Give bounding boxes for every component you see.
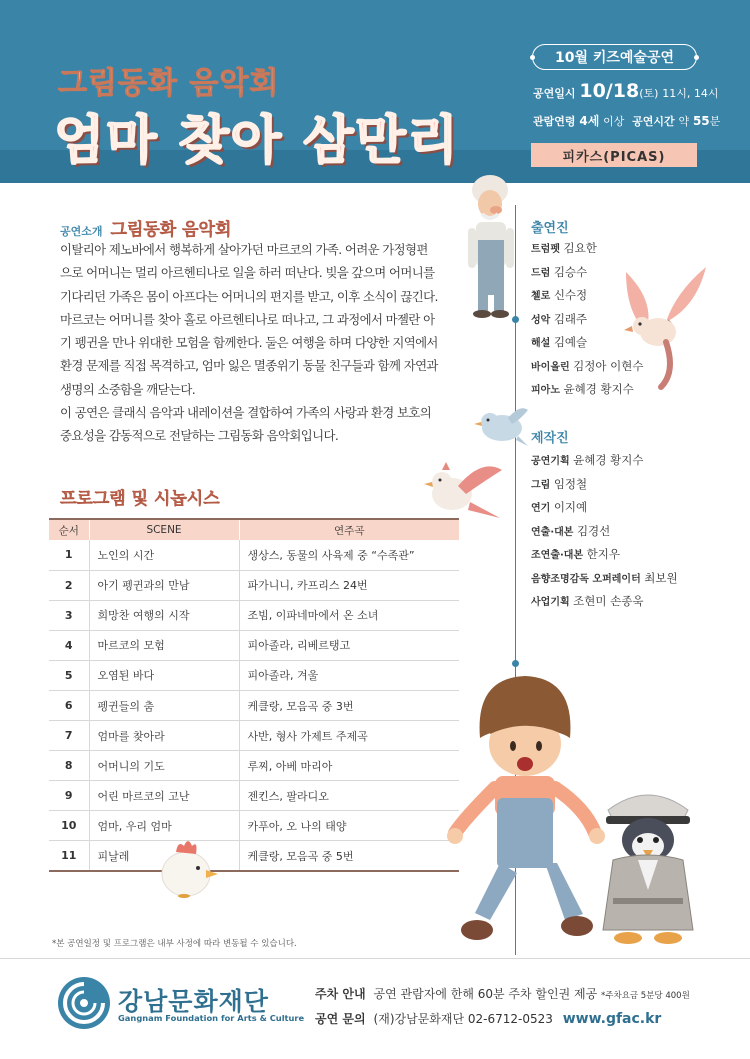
event-badge: 10월 키즈예술공연 bbox=[532, 44, 697, 70]
row-no: 8 bbox=[49, 751, 89, 781]
intro-line: 이 공연은 클래식 음악과 내레이션을 결합하여 가족의 사랑과 환경 보호의 bbox=[60, 405, 432, 421]
row-music: 조빔, 이파네마에서 온 소녀 bbox=[239, 600, 459, 630]
intro-line: 기다리던 가족은 몸이 아프다는 어머니의 편지를 받고, 이후 소식이 끊긴다. bbox=[60, 288, 438, 304]
list-item: 피아노 윤혜경 황지수 bbox=[531, 382, 634, 396]
row-scene: 엄마를 찾아라 bbox=[89, 721, 239, 751]
intro-line: 기 펭귄을 만나 위대한 모험을 함께한다. 둘은 여행을 하며 다양한 지역에서 bbox=[60, 335, 438, 351]
blue-bird-illustration bbox=[472, 400, 530, 448]
foundation-name: 강남문화재단 bbox=[118, 987, 269, 1016]
row-music: 파가니니, 카프리스 24번 bbox=[239, 570, 459, 600]
row-no: 4 bbox=[49, 630, 89, 660]
pink-bird-illustration bbox=[606, 262, 716, 392]
row-scene: 희망찬 여행의 시작 bbox=[89, 600, 239, 630]
col-header-no: 순서 bbox=[49, 519, 89, 540]
intro-title: 그림동화 음악회 bbox=[110, 220, 232, 240]
list-item: 바이올린 김정아 이현수 bbox=[531, 358, 644, 373]
list-item: 해설 김예슬 bbox=[531, 335, 588, 349]
list-item: 공연기획 윤혜경 황지수 bbox=[531, 453, 644, 467]
row-music: 생상스, 동물의 사육제 중 “수족관” bbox=[239, 540, 459, 570]
table-row bbox=[49, 570, 459, 600]
bird-illustration bbox=[422, 452, 504, 524]
table-row bbox=[49, 811, 459, 841]
cast-title: 출연진 bbox=[531, 221, 569, 236]
foundation-logo-icon bbox=[55, 974, 113, 1032]
row-music: 사반, 형사 가제트 주제곡 bbox=[239, 721, 459, 751]
row-music: 케클랑, 모음곡 중 5번 bbox=[239, 841, 459, 871]
list-item: 성악 김래주 bbox=[531, 311, 588, 326]
intro-line: 환경 문제를 직접 목격하고, 엄마 잃은 멸종위기 동물 친구들과 함께 자연과 bbox=[60, 358, 438, 374]
table-row bbox=[49, 660, 459, 690]
subtitle: 그림동화 음악회 bbox=[58, 66, 280, 101]
row-music: 케클랑, 모음곡 중 3번 bbox=[239, 690, 459, 720]
footer-divider bbox=[0, 958, 750, 959]
table-row bbox=[49, 540, 459, 570]
performer-label: 피카스(PICAS) bbox=[531, 143, 697, 167]
row-no: 9 bbox=[49, 781, 89, 811]
row-music: 젠킨스, 팔라디오 bbox=[239, 781, 459, 811]
table-row bbox=[49, 600, 459, 630]
list-item: 트럼펫 김요한 bbox=[531, 241, 597, 255]
header-banner bbox=[0, 0, 750, 183]
age-and-runtime: 관람연령 4세 이상 공연시간 약 55분 bbox=[533, 114, 721, 128]
table-row bbox=[49, 781, 459, 811]
row-scene: 어머니의 기도 bbox=[89, 751, 239, 781]
row-scene: 어린 마르코의 고난 bbox=[89, 781, 239, 811]
row-no: 11 bbox=[49, 841, 89, 871]
row-no: 5 bbox=[49, 660, 89, 690]
row-scene: 피날레 bbox=[89, 841, 239, 871]
row-no: 10 bbox=[49, 811, 89, 841]
list-item: 연기 이지예 bbox=[531, 500, 588, 514]
row-scene: 오염된 바다 bbox=[89, 660, 239, 690]
table-row bbox=[49, 751, 459, 781]
chicken-illustration bbox=[156, 830, 222, 900]
table-row bbox=[49, 721, 459, 751]
foundation-name-en: Gangnam Foundation for Arts & Culture bbox=[118, 1013, 305, 1023]
penguin-illustration bbox=[588, 780, 708, 950]
staff-title: 제작진 bbox=[531, 431, 569, 446]
schedule-note: *본 공연일정 및 프로그램은 내부 사정에 따라 변동될 수 있습니다. bbox=[52, 939, 297, 949]
intro-text bbox=[60, 238, 465, 448]
website-link[interactable]: www.gfac.kr bbox=[562, 1011, 662, 1027]
row-scene: 아기 펭귄과의 만남 bbox=[89, 570, 239, 600]
intro-line: 으로 어머니는 멀리 아르헨티나로 일을 하러 떠난다. 빚을 갚으며 어머니를 bbox=[60, 265, 435, 281]
row-music: 카푸아, 오 나의 태양 bbox=[239, 811, 459, 841]
contact-info: 공연 문의 (재)강남문화재단 02-6712-0523 www.gfac.kr bbox=[315, 1011, 662, 1027]
row-music: 피아졸라, 겨울 bbox=[239, 660, 459, 690]
intro-line: 중요성을 감동적으로 전달하는 그림동화 음악회입니다. bbox=[60, 428, 339, 444]
parking-info: 주차 안내 공연 관람자에 한해 60분 주차 할인권 제공 *주차요금 5분당 400원 bbox=[315, 987, 690, 1001]
list-item: 그림 임정철 bbox=[531, 476, 588, 491]
intro-line: 생명의 소중함을 깨닫는다. bbox=[60, 381, 196, 397]
intro-label: 공연소개 bbox=[60, 225, 103, 238]
list-item: 음향조명감독 오퍼레이터 최보원 bbox=[531, 570, 678, 585]
row-no: 2 bbox=[49, 570, 89, 600]
program-title: 프로그램 및 시놉시스 bbox=[60, 489, 220, 509]
staff-list bbox=[531, 452, 678, 617]
table-header-row bbox=[49, 519, 459, 540]
program-table bbox=[49, 518, 459, 872]
list-item: 첼로 신수정 bbox=[531, 288, 588, 302]
table-row bbox=[49, 841, 459, 871]
row-music: 루찌, 아베 마리아 bbox=[239, 751, 459, 781]
row-scene: 엄마, 우리 엄마 bbox=[89, 811, 239, 841]
list-item: 드럼 김승수 bbox=[531, 264, 588, 279]
intro-line: 마르코는 어머니를 찾아 홀로 아르헨티나로 떠나고, 그 과정에서 마젤란 아 bbox=[60, 311, 435, 327]
table-row bbox=[49, 690, 459, 720]
intro-heading bbox=[60, 215, 231, 240]
old-man-illustration bbox=[458, 170, 520, 320]
row-no: 7 bbox=[49, 721, 89, 751]
list-item: 연출·대본 김경선 bbox=[531, 523, 611, 538]
row-no: 1 bbox=[49, 540, 89, 570]
list-item: 조연출·대본 한지우 bbox=[531, 547, 620, 561]
main-title: 엄마 찾아 삼만리 bbox=[54, 111, 460, 171]
row-scene: 펭귄들의 춤 bbox=[89, 690, 239, 720]
row-no: 6 bbox=[49, 690, 89, 720]
row-scene: 마르코의 모험 bbox=[89, 630, 239, 660]
col-header-music: 연주곡 bbox=[239, 519, 459, 540]
performance-date: 공연일시 10/18(토) 11시, 14시 bbox=[533, 80, 719, 102]
intro-line: 이탈리아 제노바에서 행복하게 살아가던 마르코의 가족. 어려운 가정형편 bbox=[60, 242, 428, 257]
row-no: 3 bbox=[49, 600, 89, 630]
col-header-scene: SCENE bbox=[89, 519, 239, 540]
row-music: 피아졸라, 리베르탱고 bbox=[239, 630, 459, 660]
list-item: 사업기획 조현미 손종욱 bbox=[531, 594, 644, 608]
table-row bbox=[49, 630, 459, 660]
row-scene: 노인의 시간 bbox=[89, 540, 239, 570]
